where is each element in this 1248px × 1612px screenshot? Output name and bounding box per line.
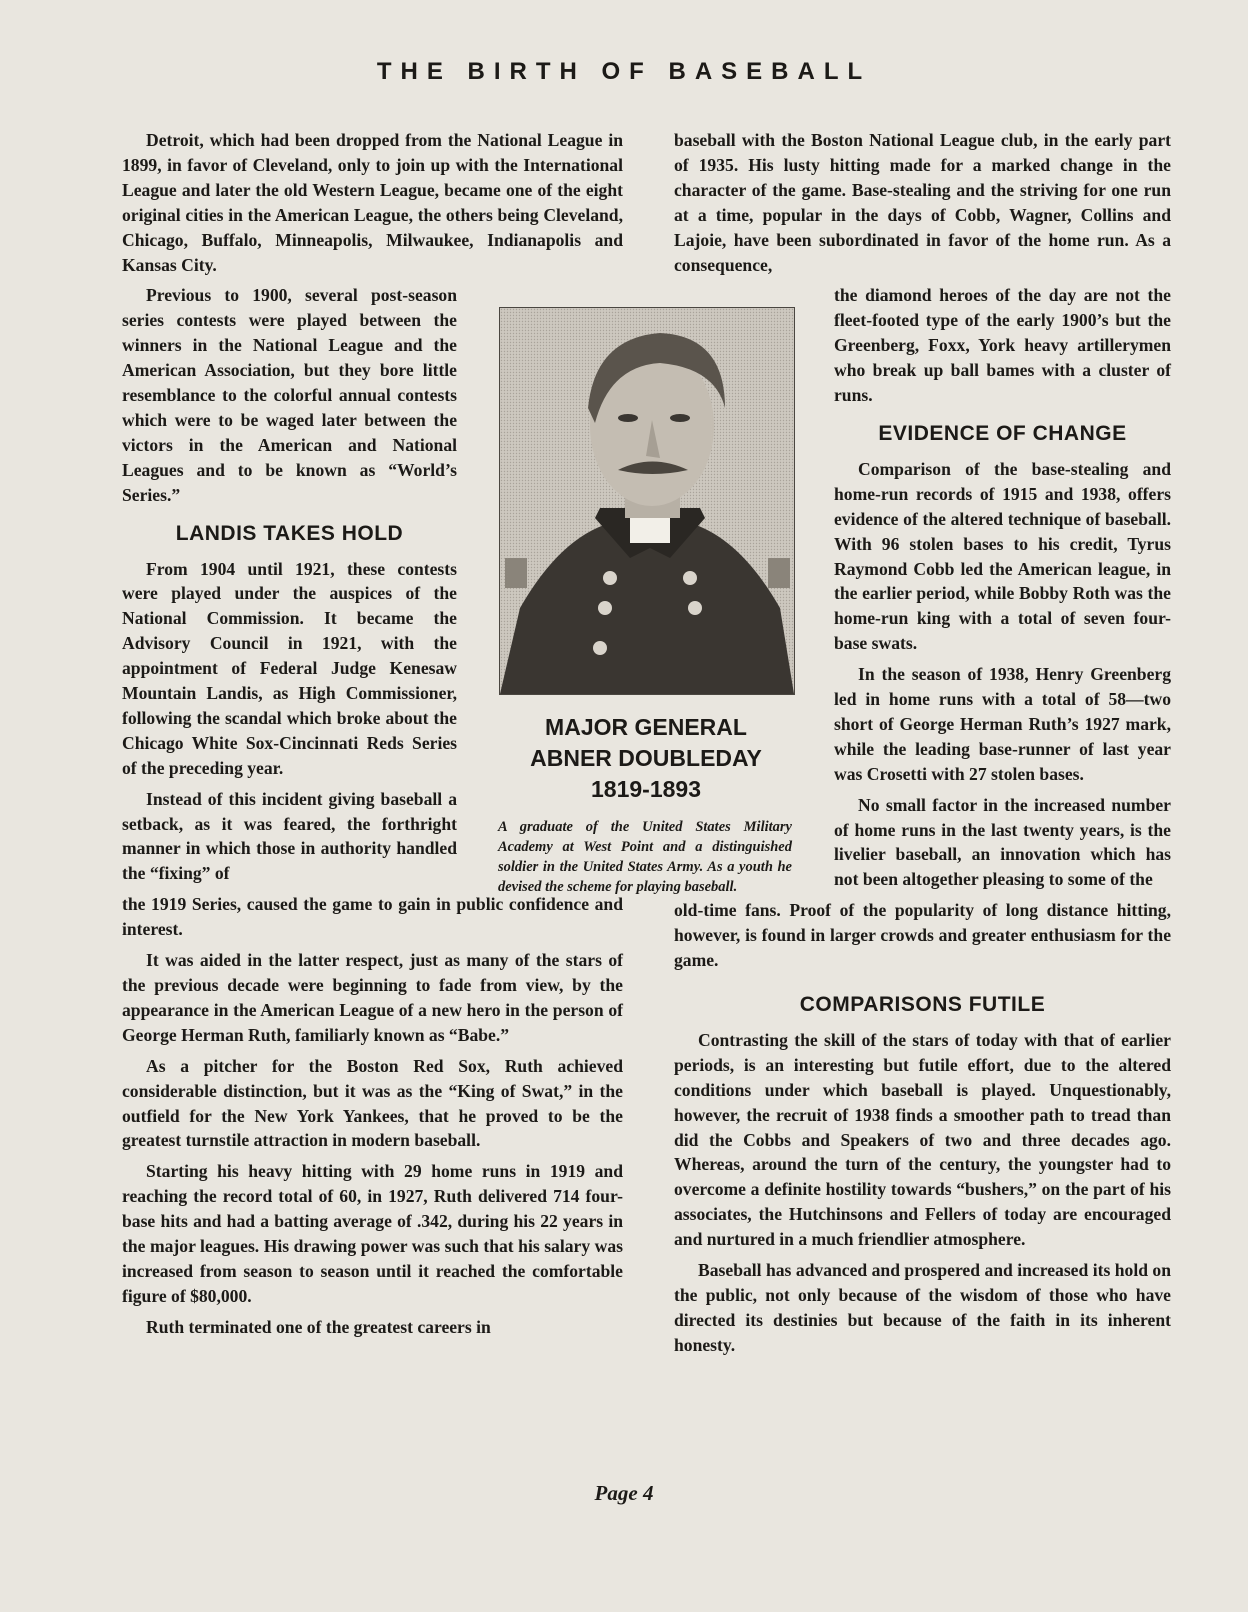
narrow-wrap xyxy=(122,283,457,886)
paragraph: Ruth terminated one of the greatest careers in xyxy=(146,1316,491,1337)
page-number: Page 4 xyxy=(594,1481,654,1505)
paragraph: the 1919 Series, caused the game to gain in public confidence and interest. xyxy=(122,894,623,940)
section-heading-landis: LANDIS TAKES HOLD xyxy=(175,521,404,545)
paragraph: As a pitcher for the Boston Red Sox, Ruth achieved considerable distinction, but it was as the “King of Swat,” in the outfield for the New York Yankees, that he proved to be the greatest turnstile attraction in modern baseball. xyxy=(122,1055,623,1151)
paragraph: It was aided in the latter respect, just as many of the stars of the previous decade were beginning to fade from view, by the appearance in the American League of a new hero in the person of George Herman Ruth, familiarly known as “Babe.” xyxy=(122,950,623,1045)
section-heading-evidence: EVIDENCE OF CHANGE xyxy=(878,421,1127,445)
caption-title-line: ABNER DOUBLEDAY xyxy=(530,745,762,771)
paragraph: old-time fans. Proof of the popularity of long distance hitting, however, is found in larger crowds and greater enthusiasm for the game. xyxy=(674,900,1171,971)
paragraph: In the season of 1938, Henry Greenberg led in home runs with a total of 58—two short of George Herman Ruth’s 1927 mark, while the leading base-runner of last year was Crosetti with 27 stolen bases. xyxy=(834,664,1171,784)
narrow-wrap xyxy=(834,283,1171,892)
paragraph: No small factor in the increased number of home runs in the last twenty years, is the livelier baseball, an innovation which has not been altogether pleasing to some of the xyxy=(834,794,1171,890)
paragraph: Instead of this incident giving baseball a setback, as it was feared, the forthright manner in which those in authority handled the “fixing” of xyxy=(122,788,457,884)
paragraph: Contrasting the skill of the stars of today with that of earlier periods, is an interesting but futile effort, due to the altered conditions under which baseball is played. Unquestionably, however, the recruit of 1938 finds a smoother path to tread than did the Cobbs and Speakers of two and three decades ago. Whereas, around the turn of the century, the youngster had to overcome a definite hostility towards “bushers,” on the part of his associates, the Hutchinsons and Fellers of today are encouraged and nurtured in a much friendlier atmosphere. xyxy=(674,1029,1171,1250)
paragraph: Detroit, which had been dropped from the National League in 1899, in favor of Cleveland, only to join up with the International League and later the old Western League, became one of the eight original cities in the American League, the others being Cleveland, Chicago, Buffalo, Minneapolis, Milwaukee, Indianapolis and Kansas City. xyxy=(122,130,623,275)
paragraph: From 1904 until 1921, these contests were played under the auspices of the National Commission. It became the Advisory Council in 1921, with the appointment of Federal Judge Kenesaw Mountain Landis, as High Commissioner, following the scandal which broke about the Chicago White Sox-Cincinnati Reds Series of the preceding year. xyxy=(122,558,457,778)
page-title: THE BIRTH OF BASEBALL xyxy=(376,58,872,85)
paragraph: Comparison of the base-stealing and home-run records of 1915 and 1938, offers evidence of the altered technique of baseball. With 96 stolen bases to his credit, Tyrus Raymond Cobb led the American league, in the earlier period, while Bobby Roth was the home-run king with a total of seven four-base swats. xyxy=(834,458,1171,654)
section-heading-comparisons: COMPARISONS FUTILE xyxy=(799,993,1046,1016)
paragraph: Baseball has advanced and prospered and increased its hold on the public, not only because of the wisdom of those who have directed its destinies but because of the faith in its inherent honesty. xyxy=(674,1260,1171,1355)
caption-title-line: 1819-1893 xyxy=(591,776,701,802)
paragraph: Previous to 1900, several post-season series contests were played between the winners in the National League and the American Association, but they bore little resemblance to the colorful annual contests which were to be waged later between the victors in the American and National Leagues and to be known as “World’s Series.” xyxy=(122,285,457,505)
paragraph: Starting his heavy hitting with 29 home runs in 1919 and reaching the record total of 60, in 1927, Ruth delivered 714 four-base hits and had a batting average of .342, during his 22 years in the major leagues. His drawing power was such that his salary was increased from season to season until it reached the comfortable figure of $80,000. xyxy=(122,1161,623,1306)
portrait-caption-text: A graduate of the United States Military Academy at West Point and a distinguished soldier in the United States Army. As a youth he devised the scheme for playing baseball. xyxy=(498,819,792,895)
paragraph: baseball with the Boston National League club, in the early part of 1935. His lusty hitting made for a marked change in the character of the game. Base-stealing and the striving for one run at a time, popular in the days of Cobb, Wagner, Collins and Lajoie, have been subordinated in favor of the home run. As a consequence, xyxy=(674,130,1171,275)
right-column xyxy=(674,128,1171,1364)
caption-title-line: MAJOR GENERAL xyxy=(545,714,747,740)
paragraph: the diamond heroes of the day are not the fleet-footed type of the early 1900’s but the Greenberg, Foxx, York heavy artillerymen who break up ball bames with a cluster of runs. xyxy=(834,285,1171,406)
